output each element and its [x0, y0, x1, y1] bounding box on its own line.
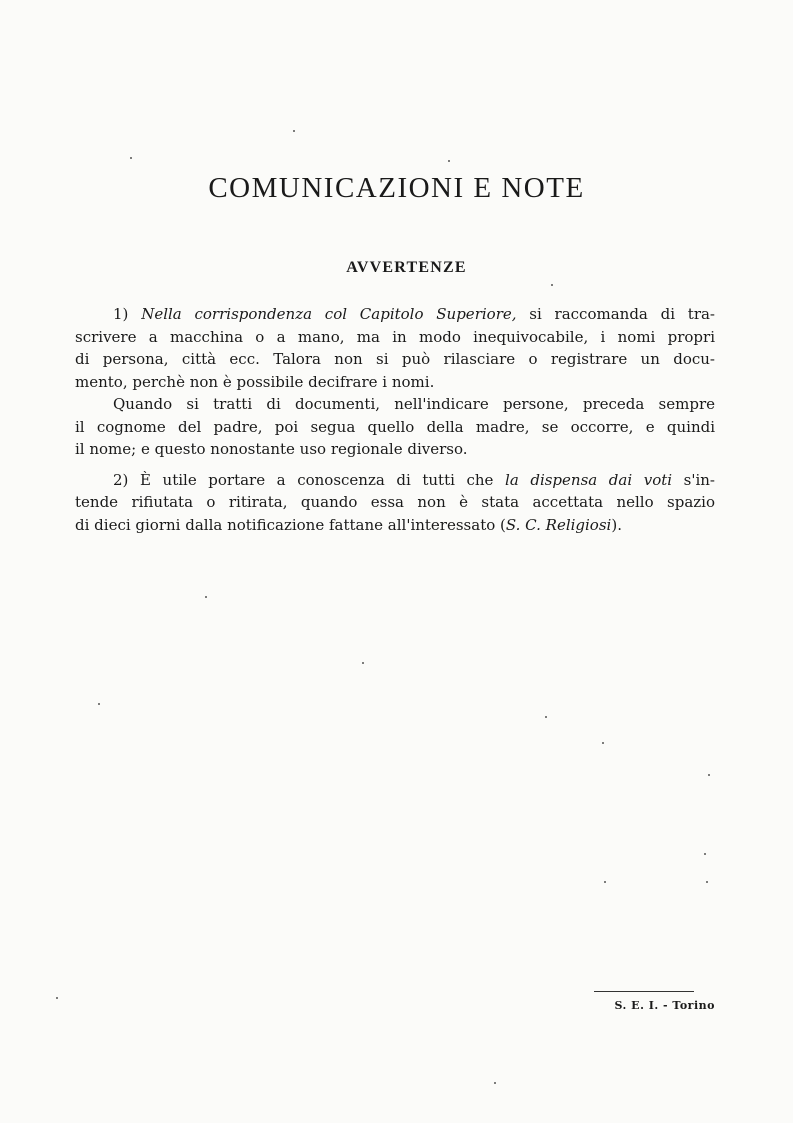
document-body — [75, 303, 715, 544]
paragraph-text: ). — [611, 515, 622, 534]
paragraph-2 — [75, 469, 715, 537]
paragraph-line — [75, 514, 715, 537]
paragraph-line: il cognome del padre, poi segua quello della madre, se occorre, e quindi — [75, 417, 715, 436]
section-heading: AVVERTENZE — [346, 259, 467, 276]
paragraph-1 — [75, 303, 715, 393]
paragraph-line: il nome; e questo nonostante uso regionale diverso. — [75, 440, 468, 458]
footer-rule — [594, 991, 694, 992]
paragraph-line — [75, 469, 715, 492]
italic-phrase: S. C. Religiosi — [505, 515, 612, 534]
printer-imprint: S. E. I. - Torino — [614, 999, 715, 1012]
paragraph-text: È utile portare a conoscenza di tutti che — [140, 470, 506, 489]
italic-phrase: Nella corrispondenza col Capitolo Superiore, — [141, 305, 517, 323]
paragraph-line: mento, perchè non è possibile decifrare i nomi. — [75, 372, 435, 391]
paragraph-line — [75, 303, 715, 326]
paragraph-text: si raccomanda di tra- — [516, 305, 716, 323]
paragraph-text: s'in- — [672, 470, 715, 489]
paragraph-number: 2) — [113, 470, 129, 489]
paragraph-text: di dieci giorni dalla notificazione fattane all'interessato ( — [75, 515, 506, 534]
italic-phrase: la dispensa dai voti — [505, 470, 673, 489]
paragraph-line: di persona, città ecc. Talora non si può rilasciare o registrare un docu- — [75, 350, 715, 368]
paragraph-number: 1) — [113, 305, 129, 323]
paragraph-line: tende rifiutata o ritirata, quando essa non è stata accettata nello spazio — [75, 493, 715, 511]
paragraph-1b — [75, 393, 715, 461]
paragraph-line: Quando si tratti di documenti, nell'indicare persone, preceda sempre — [113, 395, 715, 413]
page-title: COMUNICAZIONI E NOTE — [208, 172, 585, 204]
paragraph-line: scrivere a macchina o a mano, ma in modo inequivocabile, i nomi propri — [75, 327, 715, 346]
